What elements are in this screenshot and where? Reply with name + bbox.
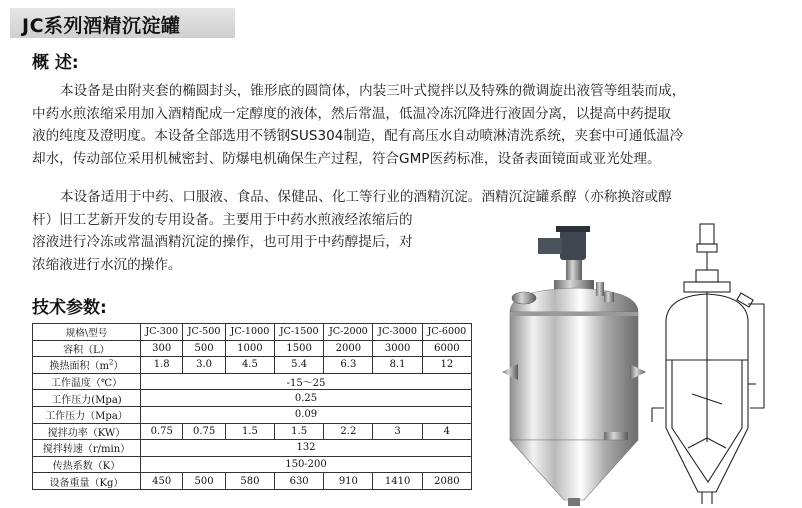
- text-line: 杆）旧工艺新开发的专用设备。主要用于中药水煎液经浓缩后的: [32, 211, 413, 228]
- overview-heading: 概 述:: [32, 53, 79, 73]
- spec-row: [33, 340, 472, 357]
- spec-label: 搅拌功率（KW）: [33, 423, 141, 440]
- text-line: 液的纯度及澄明度。本设备全部选用不锈钢SUS304制造，配有高压水自动喷淋清洗系统，夹套中可通低温冷: [32, 128, 684, 144]
- text-line: 本设备适用于中药、口服液、食品、保健品、化工等行业的酒精沉淀。酒精沉淀罐系醇（亦称换溶或醇: [60, 189, 672, 205]
- spec-row: [33, 456, 472, 473]
- spec-label: [33, 357, 141, 374]
- spec-value: 6.3: [324, 357, 373, 374]
- spec-row: [33, 357, 472, 374]
- spec-label: 搅拌转速（r/min）: [33, 440, 141, 457]
- spec-value: 500: [183, 473, 225, 490]
- model-header: JC-6000: [422, 324, 471, 341]
- spec-value: 630: [275, 473, 324, 490]
- spec-value: 1500: [275, 340, 324, 357]
- tank-cross-section: [652, 224, 764, 504]
- spec-row: [33, 440, 472, 457]
- overview-paragraph-1: [32, 80, 776, 170]
- spec-value: 2080: [422, 473, 471, 490]
- spec-value: 2000: [324, 340, 373, 357]
- spec-value: 580: [225, 473, 274, 490]
- spec-value: 300: [141, 340, 183, 357]
- spec-value: 8.1: [373, 357, 422, 374]
- spec-row: [33, 373, 472, 390]
- spec-value: 3000: [373, 340, 422, 357]
- spec-label-text: 换热面积（m: [49, 361, 109, 373]
- spec-value: 1.5: [275, 423, 324, 440]
- spec-table: [32, 323, 472, 490]
- overview-paragraph-2: [32, 186, 672, 276]
- spec-value: 3: [373, 423, 422, 440]
- spec-row: [33, 473, 472, 490]
- spec-value: 910: [324, 473, 373, 490]
- tank-photo: [502, 226, 646, 506]
- spec-value-shared: 0.25: [141, 390, 472, 407]
- spec-value: 0.75: [183, 423, 225, 440]
- spec-value: 4.5: [225, 357, 274, 374]
- text-line: 溶液进行冷冻或常温酒精沉淀的操作，也可用于中药醇提后，对: [32, 234, 413, 250]
- spec-label-text: ）: [113, 361, 124, 373]
- spec-value-shared: 150-200: [141, 456, 472, 473]
- spec-value: 2.2: [324, 423, 373, 440]
- spec-label: 容积（L）: [33, 340, 141, 357]
- spec-label: 工作压力（Mpa）: [33, 406, 141, 423]
- spec-header-row: [33, 324, 472, 341]
- spec-value: 4: [422, 423, 471, 440]
- model-header: JC-1000: [225, 324, 274, 341]
- model-header: JC-2000: [324, 324, 373, 341]
- spec-value: 3.0: [183, 357, 225, 374]
- spec-value: 1000: [225, 340, 274, 357]
- spec-value: 0.75: [141, 423, 183, 440]
- spec-value-shared: 0.09: [141, 406, 472, 423]
- spec-label: 设备重量（Kg）: [33, 473, 141, 490]
- spec-value: 500: [183, 340, 225, 357]
- spec-value: 1410: [373, 473, 422, 490]
- params-heading: 技术参数:: [32, 298, 107, 318]
- spec-label-superscript: 2: [109, 359, 114, 368]
- text-line: 浓缩液进行水沉的操作。: [32, 256, 182, 273]
- text-line: 中药水煎浓缩采用加入酒精配成一定醇度的液体，然后常温，低温冷冻沉降进行液固分离，以提高中药提取: [32, 105, 671, 122]
- spec-value: 5.4: [275, 357, 324, 374]
- tank-illustration: [488, 212, 800, 508]
- text-line: 本设备是由附夹套的椭圆封头，锥形底的圆筒体，内装三叶式搅拌以及特殊的微调旋出液管等组装而成，: [60, 83, 686, 99]
- spec-value: 12: [422, 357, 471, 374]
- spec-value-shared: 132: [141, 440, 472, 457]
- spec-label: 传热系数（K）: [33, 456, 141, 473]
- model-header: JC-300: [141, 324, 183, 341]
- page-title: JC系列酒精沉淀罐: [22, 15, 181, 37]
- model-header: JC-500: [183, 324, 225, 341]
- spec-value: 1.5: [225, 423, 274, 440]
- spec-value: 1.8: [141, 357, 183, 374]
- text-line: 却水，传动部位采用机械密封、防爆电机确保生产过程，符合GMP医药标准，设备表面镜面或亚光处理。: [32, 150, 661, 167]
- spec-row: [33, 423, 472, 440]
- spec-label: 工作温度（℃）: [33, 373, 141, 390]
- model-header: JC-1500: [275, 324, 324, 341]
- spec-row: [33, 390, 472, 407]
- spec-value: 450: [141, 473, 183, 490]
- model-header: JC-3000: [373, 324, 422, 341]
- spec-row: [33, 406, 472, 423]
- spec-value: 6000: [422, 340, 471, 357]
- spec-label: 工作压力(Mpa): [33, 390, 141, 407]
- spec-value-shared: -15～25: [141, 373, 472, 390]
- spec-header-label: 规格\型号: [33, 324, 141, 341]
